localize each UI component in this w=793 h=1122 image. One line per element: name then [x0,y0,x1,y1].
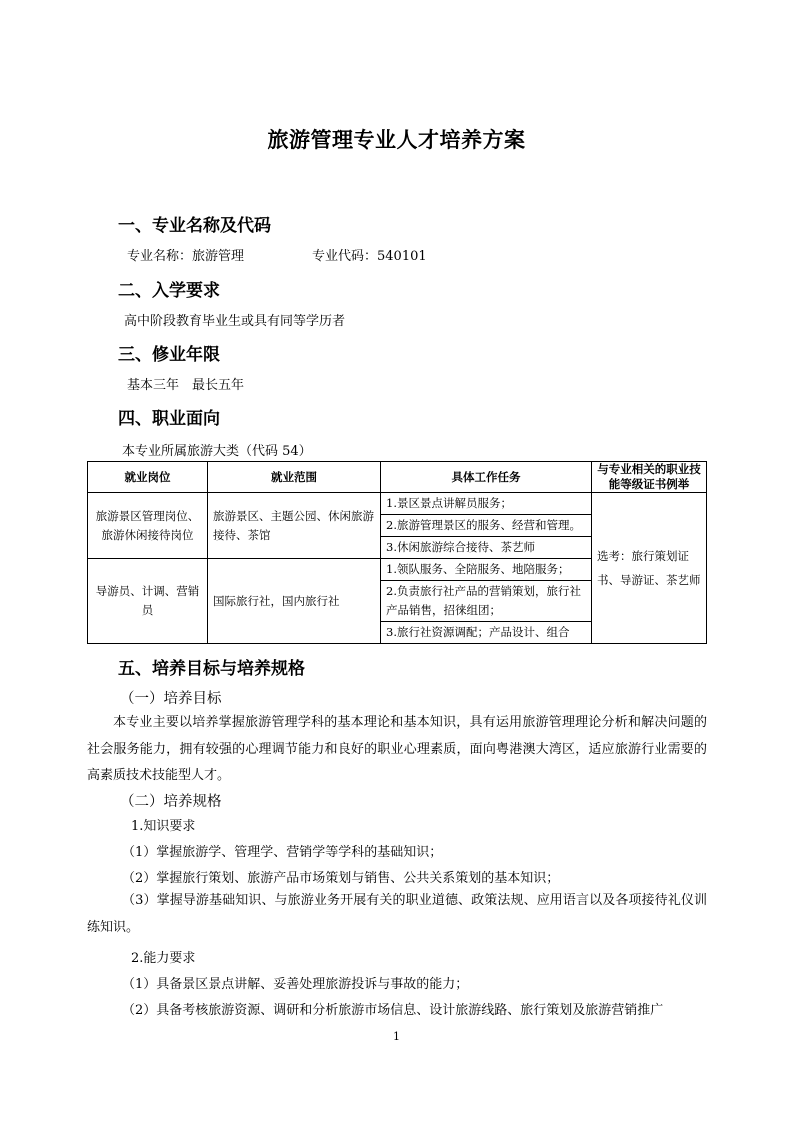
ability-item: （1）具备景区景点讲解、妥善处理旅游投诉与事故的能力； [122,977,469,992]
header-position: 就业岗位 [88,462,208,493]
scope-cell: 旅游景区、主题公园、休闲旅游接待、茶馆 [208,493,381,559]
task-item: 1.景区景点讲解员服务； [381,493,591,515]
section-5-heading: 五、培养目标与培养规格 [118,659,305,679]
header-scope: 就业范围 [208,462,381,493]
certificates-cell: 选考：旅行策划证书、导游证、茶艺师 [592,493,707,644]
subsection-goal-heading: （一）培养目标 [120,691,222,707]
document-title: 旅游管理专业人才培养方案 [267,128,526,152]
header-certificates: 与专业相关的职业技能等级证书例举 [592,462,707,493]
career-table [87,461,707,644]
page-number: 1 [393,1030,400,1043]
task-item: 2.旅游管理景区的服务、经营和管理。 [381,515,591,537]
tasks-cell [381,493,592,559]
task-item: 3.旅行社资源调配；产品设计、组合 [386,625,570,639]
ability-item: （2）具备考核旅游资源、调研和分析旅游市场信息、设计旅游线路、旅行策划及旅游营销推广 [122,1003,664,1018]
goal-paragraph: 本专业主要以培养掌握旅游管理学科的基本理论和基本知识，具有运用旅游管理理论分析和解决问题的社会服务能力，拥有较强的心理调节能力和良好的职业心理素质，面向粤港澳大湾区，适应旅游行业需要的高素质技术技能型人才。 [87,715,707,783]
major-name: 专业名称：旅游管理 [127,249,245,264]
table-intro: 本专业所属旅游大类（代码 54） [122,444,312,459]
task-item: 3.休闲旅游综合接待、茶艺师 [386,540,535,554]
major-code: 专业代码：540101 [312,249,427,264]
task-item: 2.负责旅行社产品的营销策划，旅行社产品销售，招徕组团； [381,581,591,622]
knowledge-item: （3）掌握导游基础知识、与旅游业务开展有关的职业道德、政策法规、应用语言以及各项接待礼仪训练知识。 [87,893,707,935]
table-row [88,493,707,559]
task-item: 1.领队服务、全陪服务、地陪服务； [381,559,591,581]
table-header-row [88,462,707,493]
section-4-heading: 四、职业面向 [118,409,220,429]
section-3-heading: 三、修业年限 [118,345,220,365]
position-cell: 旅游景区管理岗位、旅游休闲接待岗位 [88,493,208,559]
admission-requirement: 高中阶段教育毕业生或具有同等学历者 [124,314,346,329]
ability-heading: 2.能力要求 [131,951,196,966]
position-cell: 导游员、计调、营销员 [88,559,208,644]
subsection-spec-heading: （二）培养规格 [120,794,222,810]
section-2-heading: 二、入学要求 [118,281,220,301]
knowledge-heading: 1.知识要求 [131,819,196,834]
section-1-heading: 一、专业名称及代码 [118,216,271,236]
scope-cell: 国际旅行社，国内旅行社 [208,559,381,644]
knowledge-item: （1）掌握旅游学、管理学、营销学等学科的基础知识； [122,845,443,860]
header-tasks: 具体工作任务 [381,462,592,493]
tasks-cell [381,559,592,644]
study-duration: 基本三年 最长五年 [127,378,245,393]
knowledge-item: （2）掌握旅行策划、旅游产品市场策划与销售、公共关系策划的基本知识； [122,871,560,886]
